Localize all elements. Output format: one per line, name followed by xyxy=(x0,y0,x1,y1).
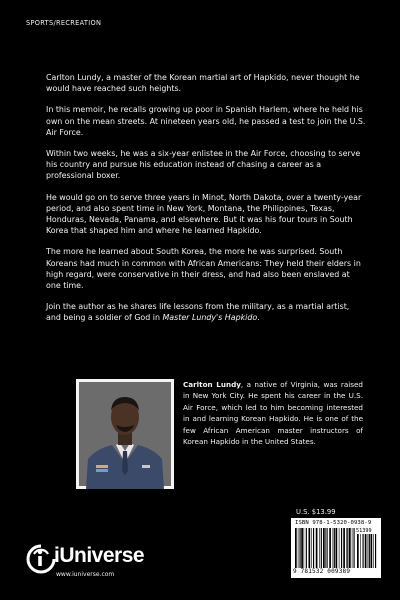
author-section xyxy=(76,379,376,489)
author-bio-text: , a native of Virginia, was raised in New York City. He spent his career in the U.S. Air Force, which led to him becoming interested in and learning Korean Hapkido. He is one of the few African American master instructors of Korean Hapkido in the United States. xyxy=(183,380,363,447)
ean-barcode-bars xyxy=(295,528,355,568)
blurb-closing-paragraph xyxy=(46,301,366,323)
back-cover-blurb xyxy=(46,72,366,334)
publisher-name: iUniverse xyxy=(54,544,145,567)
ean-number: 9 781532 009389 xyxy=(293,568,351,575)
price: U.S. $13.99 xyxy=(296,508,336,516)
publisher-logo xyxy=(26,540,176,584)
author-name: Carlton Lundy xyxy=(183,380,241,389)
iuniverse-swirl-icon xyxy=(26,544,56,574)
author-photo xyxy=(76,379,174,489)
closing-end: . xyxy=(257,313,260,323)
book-title: Master Lundy's Hapkido xyxy=(162,313,258,323)
category-label: SPORTS/RECREATION xyxy=(26,19,102,27)
author-bio xyxy=(183,379,363,447)
blurb-paragraph: Carlton Lundy, a master of the Korean martial art of Hapkido, never thought he would have reached such heights. xyxy=(46,73,360,94)
barcode xyxy=(291,518,381,578)
publisher-url: www.iuniverse.com xyxy=(56,571,115,578)
blurb-paragraph: He would go on to serve three years in Minot, North Dakota, over a twenty-year period, and also spent time in New York, Montana, the Philippines, Texas, Honduras, Nevada, Panama, and elsewhere. But it was his four tours in South Korea that shaped him and where he learned Hapkido. xyxy=(46,192,362,236)
isbn-number: ISBN 978-1-5320-0938-9 xyxy=(295,520,372,526)
blurb-paragraph: In this memoir, he recalls growing up poor in Spanish Harlem, where he held his own on the mean streets. At nineteen years old, he passed a test to join the U.S. Air Force. xyxy=(46,105,366,137)
addon-barcode-bars xyxy=(357,534,377,568)
blurb-paragraph: Within two weeks, he was a six-year enlistee in the Air Force, choosing to serve his country and pursue his education instead of chasing a career as a professional boxer. xyxy=(46,149,361,181)
closing-text: Join the author as he shares life lessons from the military, as a martial artist, and being a soldier of God in xyxy=(46,302,350,323)
price-addon-number: 51399 xyxy=(356,528,372,534)
blurb-paragraph: The more he learned about South Korea, the more he was surprised. South Koreans had much in common with African Americans: They held their elders in high regard, were conservative in their dress, and had also been enslaved at one time. xyxy=(46,247,361,291)
